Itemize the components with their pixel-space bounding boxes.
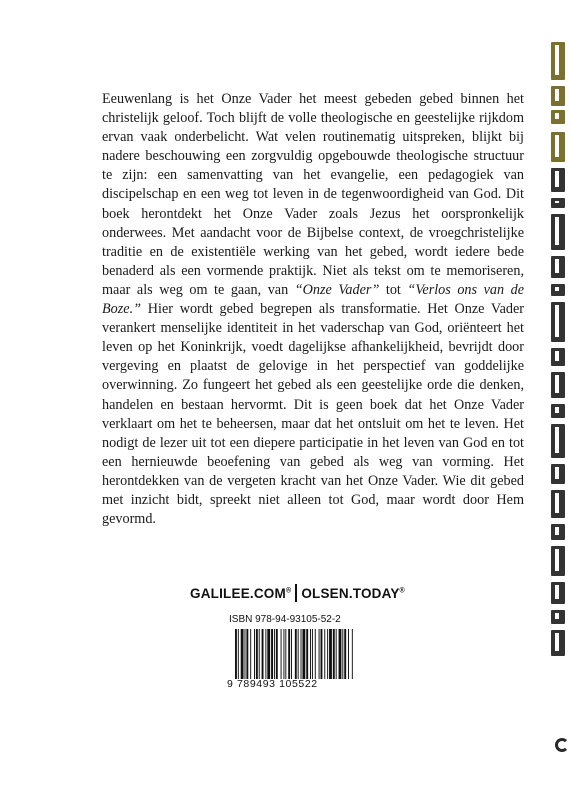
barcode-bar	[324, 629, 325, 679]
barcode-bar	[298, 629, 299, 679]
barcode-bar	[342, 629, 343, 679]
publisher-olsen: OLSEN.TODAY®	[301, 585, 405, 601]
spine-letter-counter	[555, 549, 559, 571]
spine-letter-counter	[555, 135, 559, 157]
barcode-block	[227, 614, 367, 696]
spine-letter-counter	[555, 217, 559, 245]
barcode-bar	[283, 629, 284, 679]
barcode-bar	[245, 629, 246, 679]
barcode-bar	[327, 629, 328, 679]
spine-edge	[550, 0, 570, 800]
barcode-bar	[336, 629, 337, 679]
barcode-bar	[306, 629, 308, 679]
barcode-bar	[238, 629, 239, 679]
barcode-bar	[285, 629, 286, 679]
barcode-bar	[274, 629, 275, 679]
spine-letter-counter	[555, 427, 559, 453]
spine-letter-counter	[555, 407, 559, 413]
barcode-bar	[319, 629, 320, 679]
blurb-quote-verlos: “Verlos ons van de Boze.”	[102, 281, 524, 318]
barcode-bar	[352, 629, 353, 679]
spine-letter-counter	[555, 493, 559, 513]
spine-letter-counter	[555, 287, 559, 291]
barcode-bar	[241, 629, 244, 679]
barcode-bar	[256, 629, 258, 679]
barcode-bar	[265, 629, 266, 679]
spine-letter-counter	[555, 201, 559, 203]
barcode-bar	[302, 629, 305, 679]
isbn-label: ISBN 978-94-93105-52-2	[229, 614, 341, 625]
spine-letter-counter	[555, 467, 559, 479]
spine-letter-counter	[555, 585, 559, 599]
barcode-bar	[315, 629, 316, 679]
barcode-bar	[262, 629, 264, 679]
ean-digits: 9 789493 105522	[227, 678, 318, 690]
barcode-bar	[281, 629, 282, 679]
barcode-bar	[310, 629, 311, 679]
barcode-bar	[246, 629, 248, 679]
blurb-quote-onze-vader: “Onze Vader”	[294, 281, 380, 298]
barcode-bar	[329, 629, 332, 679]
spine-letter-counter	[555, 113, 559, 119]
barcode-bar	[276, 629, 278, 679]
blurb-connector: tot	[379, 281, 408, 298]
barcode-bar	[348, 629, 349, 679]
barcode-bar	[312, 629, 313, 679]
spine-letter-counter	[555, 613, 559, 619]
barcode-bar	[271, 629, 273, 679]
publisher-divider	[295, 584, 297, 602]
spine-publisher-mark-icon	[555, 738, 569, 752]
spine-letter-counter	[555, 351, 559, 361]
barcode-bar	[344, 629, 346, 679]
barcode-bar	[333, 629, 335, 679]
spine-letter-counter	[555, 305, 559, 337]
spine-letter-counter	[555, 45, 559, 75]
spine-letter-counter	[555, 633, 559, 651]
barcode-bar	[288, 629, 290, 679]
barcode-bar	[267, 629, 270, 679]
barcode-bar	[339, 629, 342, 679]
barcode-bar	[235, 629, 237, 679]
blurb-part-2: Hier wordt gebed begrepen als transformatie. Het Onze Vader verankert menselijke identiteit in het vaderschap van God, oriënteert het leven op het Koninkrijk, voedt dagelijkse afhankelijkheid, bevrijdt door vergeving en plaatst de gelovige in het perspectief van goddelijke overwinning. Zo fungeert het gebed als een geestelijke orde die denken, handelen en bestaan hervormt. Dit is geen boek dat het Onze Vader verklaart om het te beheersen, maar dat het ontsluit om het te leven. Het nodigt de lezer uit tot een diepere participatie in het leven van God en tot een hernieuwde beoefening van gebed als weg van vorming. Het herontdekken van de vergeten kracht van het Onze Vader. Wie dit gebed met inzicht bidt, spreekt niet alleen tot God, maar wordt door Hem gevormd.	[102, 301, 524, 528]
blurb-part-1: Eeuwenlang is het Onze Vader het meest gebeden gebed binnen het christelijk geloof. Toch blijft de volle theologische en geestelijke rijkdom ervan vaak onderbelicht. Wat velen routinematig uitspreken, blijkt bij nadere beschouwing een zorgvuldig opgebouwde theologische structuur te zijn: een samenvatting van het evangelie, een pedagogiek van discipelschap en een weg tot leven in de tegenwoordigheid van God. Dit boek herontdekt het Onze Vader zoals Jezus het oorspronkelijk onderwees. Met aandacht voor de Bijbelse context, de vroegchristelijke traditie en de existentiële werking van het gebed, wordt iedere bede benaderd als een vormende praktijk. Niet als tekst om te memoriseren, maar als weg om te gaan, van	[102, 91, 524, 298]
barcode-bar	[254, 629, 255, 679]
spine-letter-counter	[555, 259, 559, 273]
barcode-icon	[235, 629, 353, 679]
barcode-bar	[259, 629, 260, 679]
barcode-bar	[295, 629, 297, 679]
publisher-galilee: GALILEE.COM®	[190, 585, 292, 601]
spine-letter-counter	[555, 527, 559, 535]
spine-letter-counter	[555, 171, 559, 187]
spine-letter-counter	[555, 89, 559, 101]
barcode-bar	[250, 629, 251, 679]
spine-letter-counter	[555, 375, 559, 393]
publisher-logo	[190, 584, 440, 602]
barcode-bar	[321, 629, 323, 679]
barcode-bar	[301, 629, 302, 679]
spine-title-icon	[551, 42, 569, 662]
back-cover-blurb	[102, 90, 524, 529]
barcode-bar	[291, 629, 292, 679]
